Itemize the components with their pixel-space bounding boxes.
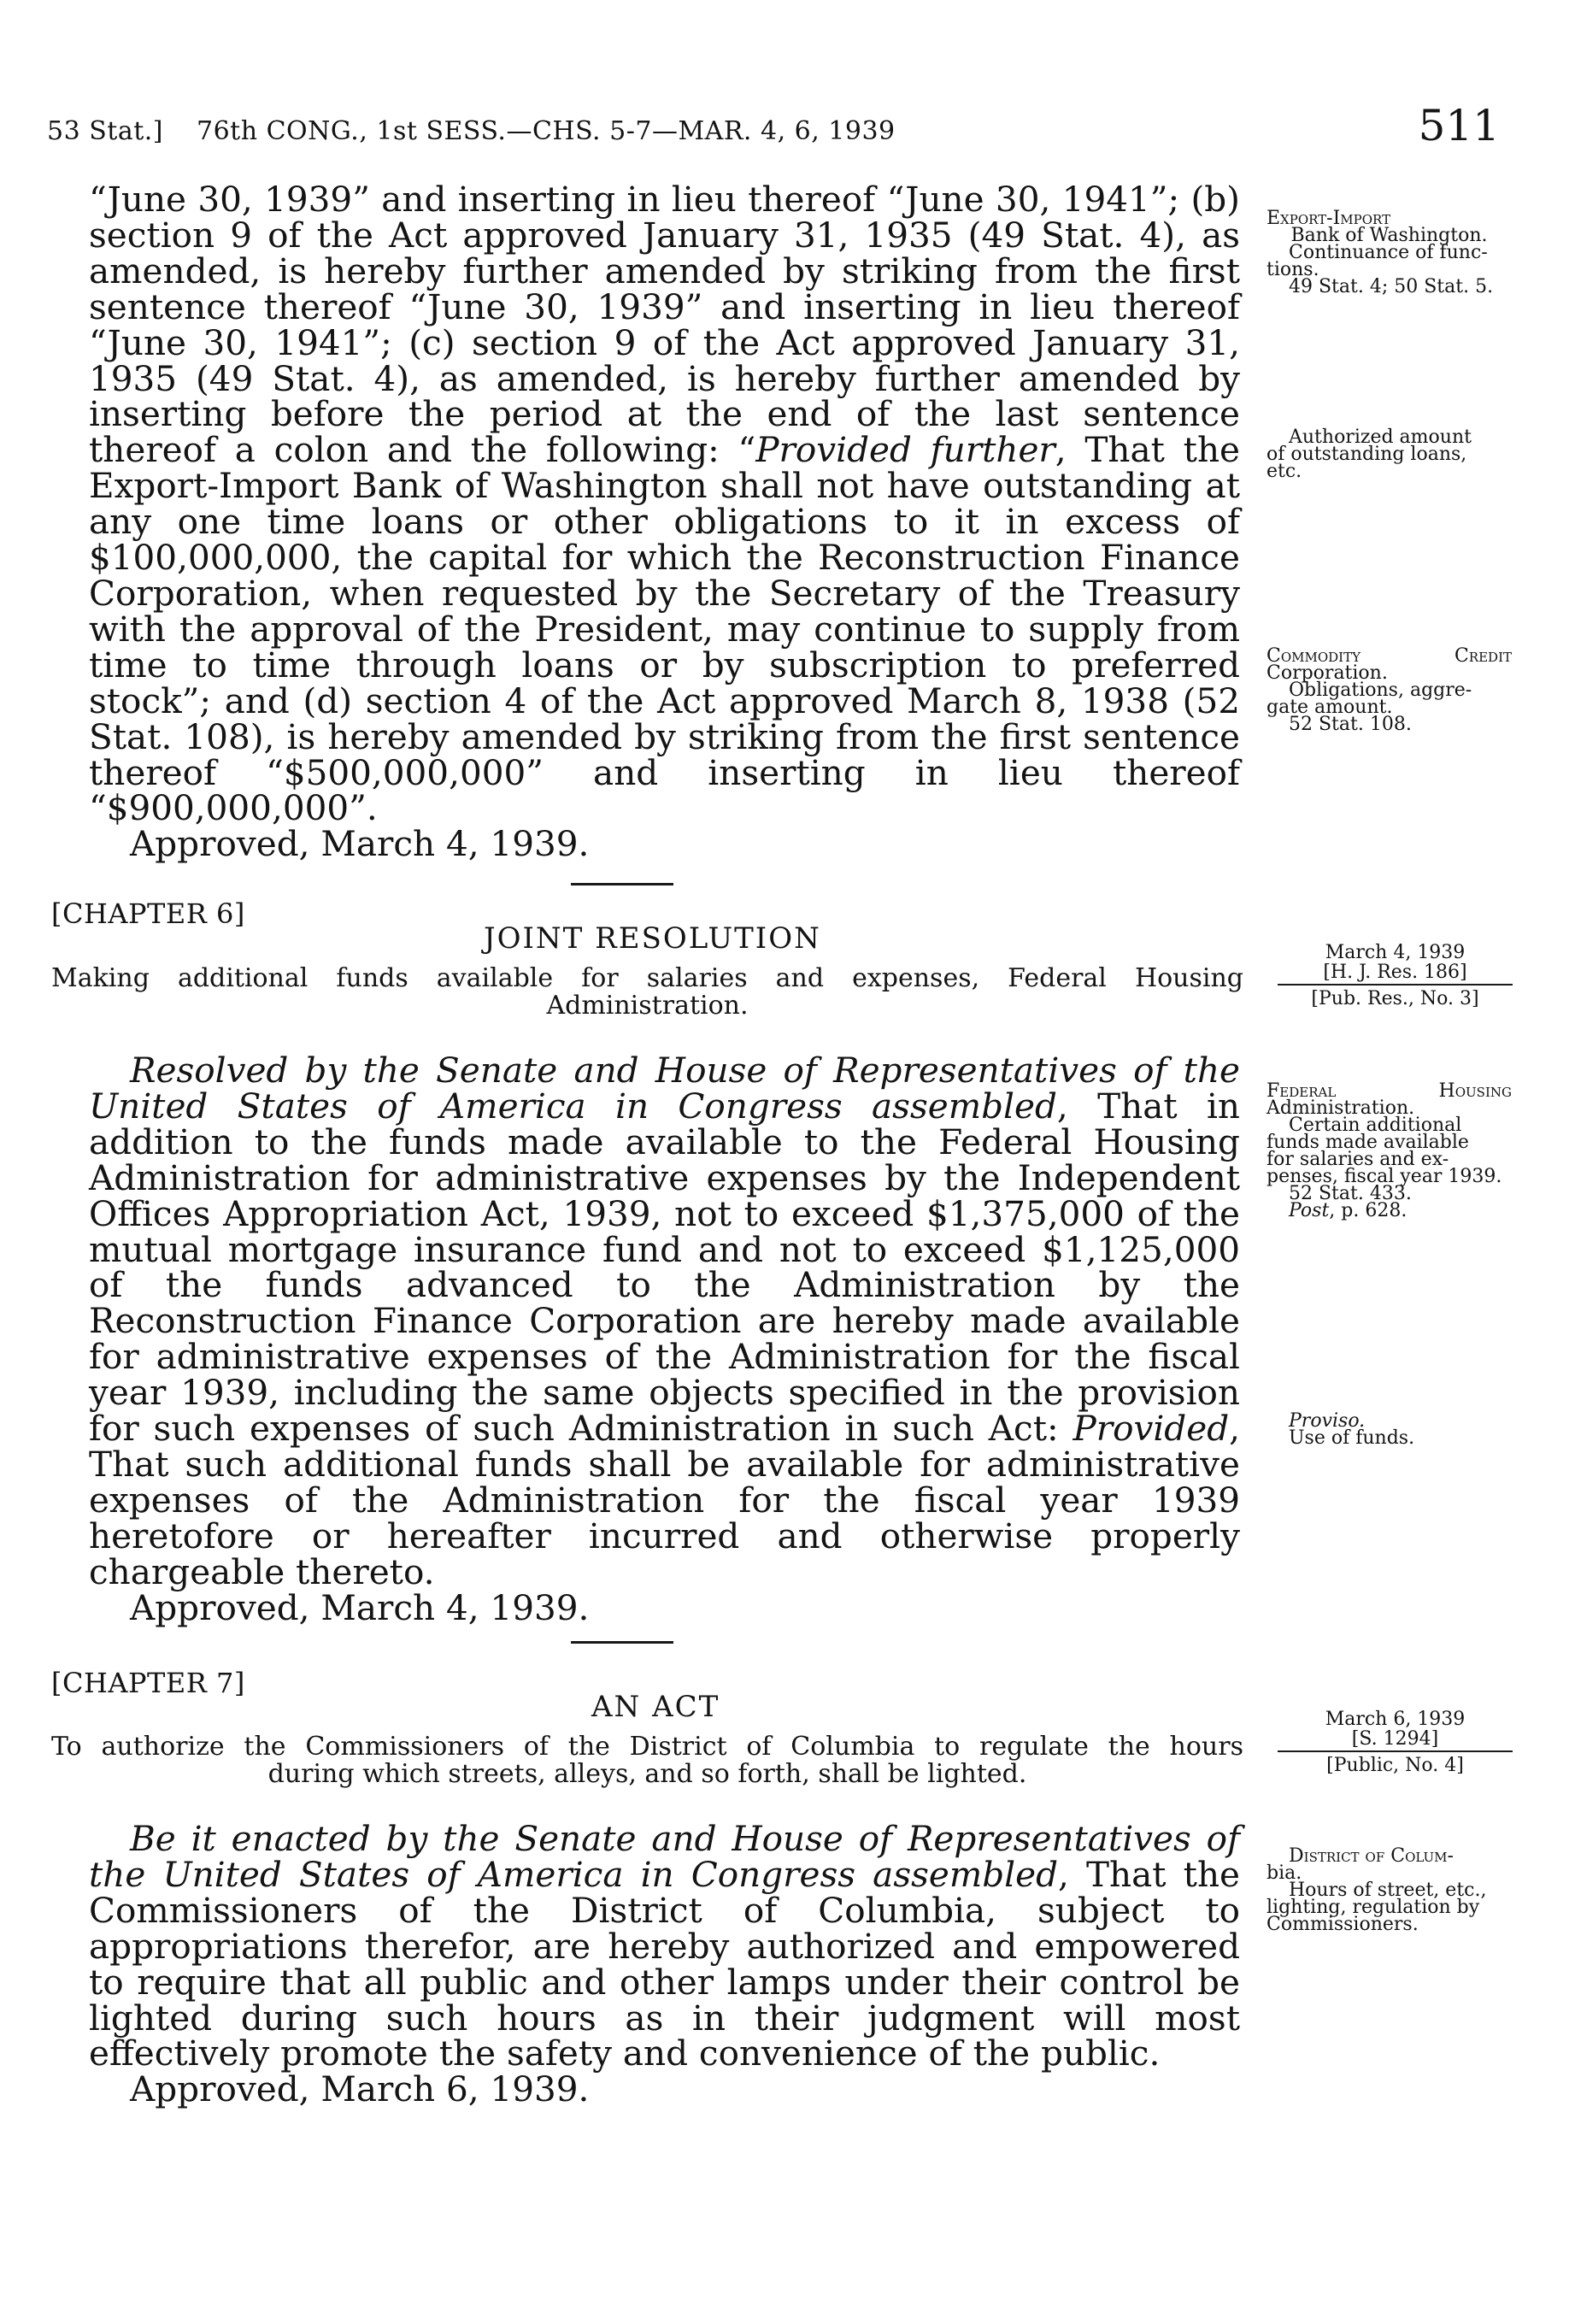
- chapter-7-date-block: [1278, 1709, 1513, 1775]
- chapter-6-paragraph: Resolved by the Senate and House of Representatives of the United States of America in Congress assembled, That in addition to the funds made available to the Federal Housing Administration for administrative expenses by the Independent Offices Appropriation Act, 1939, not to exceed $1,375,000 of the mutual mortgage insurance fund and not to exceed $1,125,000 of the funds advanced to the Administration by the Reconstruction Finance Corporation are hereby made available for administrative expenses of the Administration for the fiscal year 1939, including the same objects specified in the provision for such expenses of such Administration in such Act: Provided, That such additional funds shall be available for administrative expenses of the Administration for the fiscal year 1939 heretofore or hereafter incurred and otherwise properly chargeable thereto.: [89, 1050, 1240, 1592]
- chapter-6-label: [CHAPTER 6]: [51, 897, 245, 930]
- margin-note-authorized-amount: Authorized amount of outstanding loans, etc.: [1266, 427, 1472, 482]
- enacting-clause: Be it enacted by the Senate and House of Representatives of the United States of America in Congress assembled: [89, 1818, 1240, 1895]
- margin-note-federal-housing: Federal Housing Administration. Certain additional funds made available for salaries and ex- penses, fiscal year 1939. 52 Stat. 433. Post, p. 628.: [1266, 1080, 1512, 1221]
- chapter-6-public: [Pub. Res., No. 3]: [1311, 988, 1479, 1009]
- chapter-7-bill: [S. 1294]: [1351, 1728, 1439, 1750]
- chapter-7-date: March 6, 1939: [1325, 1709, 1466, 1730]
- chapter-6-date-block: [1278, 943, 1513, 1009]
- running-header: [47, 101, 1500, 161]
- margin-note-commodity-credit: Commodity Credit Corporation. Obligations, aggre- gate amount. 52 Stat. 108.: [1266, 645, 1512, 735]
- chapter-6-bill: [H. J. Res. 186]: [1323, 962, 1467, 983]
- chapter-7-title: To authorize the Commissioners of the District of Columbia to regulate the hours during which streets, alleys, and so forth, shall be lighted.: [51, 1732, 1243, 1789]
- chapter-7-kind: AN ACT: [591, 1690, 720, 1724]
- stat-volume: 53 Stat.]: [47, 116, 163, 146]
- margin-note-export-import: Export-Import Bank of Washington. Continuance of func- tions. 49 Stat. 4; 50 Stat. 5.: [1266, 208, 1494, 297]
- chapter-7-paragraph: Be it enacted by the Senate and House of Representatives of the United States of America in Congress assembled, That the Commissioners of the District of Columbia, subject to appropriations therefor, are hereby authorized and empowered to require that all public and other lamps under their control be lighted during such hours as in their judgment will most effectively promote the safety and convenience of the public.: [89, 1818, 1240, 2074]
- top-section: [89, 179, 1240, 865]
- approved-line: Approved, March 4, 1939.: [130, 823, 590, 865]
- approved-line: Approved, March 6, 1939.: [130, 2068, 590, 2110]
- chapter-7-public: [Public, No. 4]: [1326, 1755, 1464, 1776]
- section-divider: [571, 1641, 673, 1644]
- provided-further: Provided further: [755, 429, 1055, 471]
- chapter-7-label: [CHAPTER 7]: [51, 1667, 245, 1699]
- date-block-rule: [1278, 1750, 1513, 1752]
- chapter-6-body: [89, 1050, 1240, 1628]
- resolving-clause: Resolved by the Senate and House of Representatives of the United States of America in Congress assembled: [89, 1050, 1240, 1127]
- section-divider: [571, 883, 673, 885]
- chapter-7-body: [89, 1818, 1240, 2110]
- continuation-paragraph: “June 30, 1939” and inserting in lieu thereof “June 30, 1941”; (b) section 9 of the Act approved January 31, 1935 (49 Stat. 4), as amended, is hereby further amended by striking from the first sentence thereof “June 30, 1939” and inserting in lieu thereof “June 30, 1941”; (c) section 9 of the Act approved January 31, 1935 (49 Stat. 4), as amended, is hereby further amended by inserting before the period at the end of the last sentence thereof a colon and the following: “Provided further, That the Export-Import Bank of Washington shall not have outstanding at any one time loans or other obligations to it in excess of $100,000,000, the capital for which the Reconstruction Finance Corporation, when requested by the Secretary of the Treasury with the approval of the President, may continue to supply from time to time through loans or by subscription to preferred stock”; and (d) section 4 of the Act approved March 8, 1938 (52 Stat. 108), is hereby amended by striking from the first sentence thereof “$500,000,000” and inserting in lieu thereof “$900,000,000”.: [89, 179, 1240, 829]
- date-block-rule: [1278, 984, 1513, 985]
- margin-note-proviso: Proviso. Use of funds.: [1289, 1410, 1415, 1449]
- approved-line: Approved, March 4, 1939.: [130, 1586, 590, 1628]
- proviso-word: Provided: [1073, 1408, 1230, 1450]
- chapter-6-kind: JOINT RESOLUTION: [484, 921, 821, 956]
- page-number: 511: [1418, 101, 1500, 150]
- margin-note-district-of-columbia: District of Colum- bia. Hours of street, etc., lighting, regulation by Commissioners.: [1266, 1845, 1487, 1935]
- chapter-6-title: Making additional funds available for salaries and expenses, Federal Housing Administration.: [51, 963, 1243, 1021]
- session-line: 76th CONG., 1st SESS.—CHS. 5-7—MAR. 4, 6, 1939: [197, 116, 896, 146]
- chapter-6-date: March 4, 1939: [1325, 942, 1466, 963]
